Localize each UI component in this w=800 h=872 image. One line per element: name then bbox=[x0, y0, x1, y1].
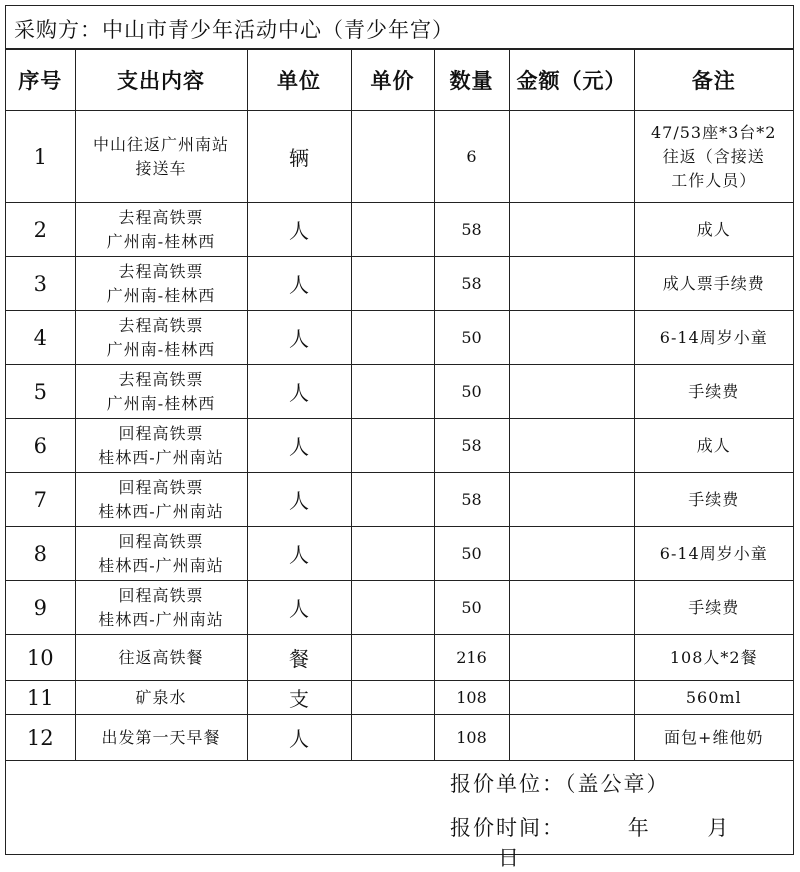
cell-qty: 108 bbox=[434, 681, 509, 715]
cell-no: 2 bbox=[6, 203, 75, 257]
cell-content bbox=[75, 311, 247, 365]
cell-content bbox=[75, 635, 247, 681]
purchaser-row bbox=[6, 6, 793, 49]
cell-note bbox=[634, 473, 793, 527]
header-unit: 单位 bbox=[247, 50, 351, 111]
cell-amount bbox=[509, 257, 634, 311]
cell-content-line: 广州南-桂林西 bbox=[106, 393, 216, 413]
cell-qty: 108 bbox=[434, 715, 509, 761]
cell-qty: 216 bbox=[434, 635, 509, 681]
cell-note-line: 6-14周岁小童 bbox=[659, 543, 768, 563]
cell-no: 10 bbox=[6, 635, 75, 681]
cell-content-line: 去程高铁票 bbox=[118, 207, 204, 227]
cell-content-line: 去程高铁票 bbox=[118, 315, 204, 335]
cell-note bbox=[634, 311, 793, 365]
cell-note bbox=[634, 111, 793, 203]
cell-content-line: 矿泉水 bbox=[135, 687, 187, 707]
cell-no: 9 bbox=[6, 581, 75, 635]
cell-amount bbox=[509, 311, 634, 365]
table-row bbox=[6, 473, 793, 527]
cell-content-line: 广州南-桂林西 bbox=[106, 285, 216, 305]
cell-content bbox=[75, 581, 247, 635]
table-body bbox=[6, 111, 793, 761]
cell-amount bbox=[509, 203, 634, 257]
cell-price bbox=[351, 473, 434, 527]
cell-amount bbox=[509, 527, 634, 581]
cell-unit: 人 bbox=[247, 715, 351, 761]
cell-note bbox=[634, 419, 793, 473]
cell-amount bbox=[509, 681, 634, 715]
cell-amount bbox=[509, 111, 634, 203]
day-label: 日 bbox=[498, 846, 521, 870]
cell-content bbox=[75, 203, 247, 257]
cell-content-line: 出发第一天早餐 bbox=[101, 727, 221, 747]
cell-note-line: 560ml bbox=[685, 687, 742, 707]
cell-amount bbox=[509, 365, 634, 419]
header-qty: 数量 bbox=[434, 50, 509, 111]
quotation-table bbox=[6, 49, 793, 761]
cell-amount bbox=[509, 419, 634, 473]
table-row bbox=[6, 111, 793, 203]
table-row bbox=[6, 419, 793, 473]
cell-qty: 6 bbox=[434, 111, 509, 203]
cell-unit: 人 bbox=[247, 257, 351, 311]
cell-no: 12 bbox=[6, 715, 75, 761]
cell-no: 1 bbox=[6, 111, 75, 203]
cell-unit: 辆 bbox=[247, 111, 351, 203]
cell-content-line: 去程高铁票 bbox=[118, 369, 204, 389]
cell-qty: 58 bbox=[434, 257, 509, 311]
cell-no: 5 bbox=[6, 365, 75, 419]
cell-qty: 58 bbox=[434, 473, 509, 527]
cell-unit: 人 bbox=[247, 473, 351, 527]
cell-note-line: 手续费 bbox=[688, 489, 740, 509]
header-amount: 金额（元） bbox=[509, 50, 634, 111]
cell-no: 3 bbox=[6, 257, 75, 311]
cell-no: 7 bbox=[6, 473, 75, 527]
cell-price bbox=[351, 419, 434, 473]
cell-qty: 50 bbox=[434, 581, 509, 635]
cell-content-line: 广州南-桂林西 bbox=[106, 339, 216, 359]
cell-no: 6 bbox=[6, 419, 75, 473]
cell-note-line: 47/53座*3台*2 bbox=[651, 122, 777, 142]
cell-note bbox=[634, 203, 793, 257]
cell-content-line: 回程高铁票 bbox=[118, 423, 204, 443]
header-no: 序号 bbox=[6, 50, 75, 111]
cell-content-line: 往返高铁餐 bbox=[118, 647, 204, 667]
cell-content-line: 桂林西-广州南站 bbox=[98, 609, 224, 629]
footer bbox=[6, 716, 793, 870]
cell-note bbox=[634, 257, 793, 311]
cell-content-line: 回程高铁票 bbox=[118, 531, 204, 551]
cell-content-line: 桂林西-广州南站 bbox=[98, 447, 224, 467]
month-label: 月 bbox=[707, 816, 731, 840]
table-row bbox=[6, 203, 793, 257]
cell-unit: 人 bbox=[247, 419, 351, 473]
quote-time-line bbox=[450, 812, 793, 872]
cell-content bbox=[75, 473, 247, 527]
cell-unit: 人 bbox=[247, 203, 351, 257]
cell-note bbox=[634, 581, 793, 635]
cell-content-line: 桂林西-广州南站 bbox=[98, 555, 224, 575]
cell-note bbox=[634, 635, 793, 681]
cell-note bbox=[634, 365, 793, 419]
table-row bbox=[6, 635, 793, 681]
cell-note-line: 108人*2餐 bbox=[669, 647, 758, 667]
cell-unit: 人 bbox=[247, 365, 351, 419]
cell-content bbox=[75, 527, 247, 581]
cell-price bbox=[351, 311, 434, 365]
cell-unit: 支 bbox=[247, 681, 351, 715]
cell-qty: 58 bbox=[434, 419, 509, 473]
quote-time-label: 报价时间： bbox=[450, 816, 565, 840]
year-label: 年 bbox=[627, 816, 651, 840]
cell-amount bbox=[509, 581, 634, 635]
cell-unit: 人 bbox=[247, 581, 351, 635]
cell-price bbox=[351, 635, 434, 681]
cell-note-line: 成人 bbox=[696, 435, 731, 455]
cell-price bbox=[351, 203, 434, 257]
cell-amount bbox=[509, 473, 634, 527]
cell-price bbox=[351, 527, 434, 581]
cell-note-line: 手续费 bbox=[688, 381, 740, 401]
cell-price bbox=[351, 681, 434, 715]
table-row bbox=[6, 257, 793, 311]
cell-qty: 50 bbox=[434, 365, 509, 419]
cell-price bbox=[351, 581, 434, 635]
cell-content bbox=[75, 365, 247, 419]
cell-note bbox=[634, 527, 793, 581]
cell-note-line: 工作人员） bbox=[671, 170, 757, 190]
cell-no: 11 bbox=[6, 681, 75, 715]
cell-note-line: 成人 bbox=[696, 219, 731, 239]
cell-content-line: 接送车 bbox=[135, 158, 187, 178]
cell-content bbox=[75, 257, 247, 311]
cell-price bbox=[351, 257, 434, 311]
cell-unit: 人 bbox=[247, 311, 351, 365]
quote-unit-label: 报价单位：（盖公章） bbox=[450, 772, 670, 796]
header-price: 单价 bbox=[351, 50, 434, 111]
cell-content bbox=[75, 681, 247, 715]
cell-content-line: 中山往返广州南站 bbox=[92, 134, 229, 154]
cell-amount bbox=[509, 635, 634, 681]
cell-note-line: 成人票手续费 bbox=[662, 273, 765, 293]
cell-content-line: 回程高铁票 bbox=[118, 585, 204, 605]
cell-content-line: 桂林西-广州南站 bbox=[98, 501, 224, 521]
header-content: 支出内容 bbox=[75, 50, 247, 111]
header-row bbox=[6, 50, 793, 111]
purchaser-title: 采购方：中山市青少年活动中心（青少年宫） bbox=[14, 18, 454, 42]
table-row bbox=[6, 681, 793, 715]
cell-note-line: 往返（含接送 bbox=[662, 146, 765, 166]
cell-content bbox=[75, 419, 247, 473]
cell-qty: 50 bbox=[434, 311, 509, 365]
quotation-form bbox=[5, 5, 794, 870]
cell-unit: 人 bbox=[247, 527, 351, 581]
cell-price bbox=[351, 365, 434, 419]
cell-qty: 58 bbox=[434, 203, 509, 257]
cell-content bbox=[75, 111, 247, 203]
cell-note-line: 6-14周岁小童 bbox=[659, 327, 768, 347]
table-row bbox=[6, 365, 793, 419]
cell-unit: 餐 bbox=[247, 635, 351, 681]
table-row bbox=[6, 527, 793, 581]
cell-content-line: 广州南-桂林西 bbox=[106, 231, 216, 251]
cell-no: 8 bbox=[6, 527, 75, 581]
cell-qty: 50 bbox=[434, 527, 509, 581]
table-row bbox=[6, 311, 793, 365]
cell-price bbox=[351, 111, 434, 203]
cell-no: 4 bbox=[6, 311, 75, 365]
cell-content-line: 回程高铁票 bbox=[118, 477, 204, 497]
cell-note-line: 手续费 bbox=[688, 597, 740, 617]
cell-note-line: 面包+维他奶 bbox=[664, 727, 764, 747]
header-note: 备注 bbox=[634, 50, 793, 111]
cell-note bbox=[634, 681, 793, 715]
table-row bbox=[6, 581, 793, 635]
cell-content-line: 去程高铁票 bbox=[118, 261, 204, 281]
